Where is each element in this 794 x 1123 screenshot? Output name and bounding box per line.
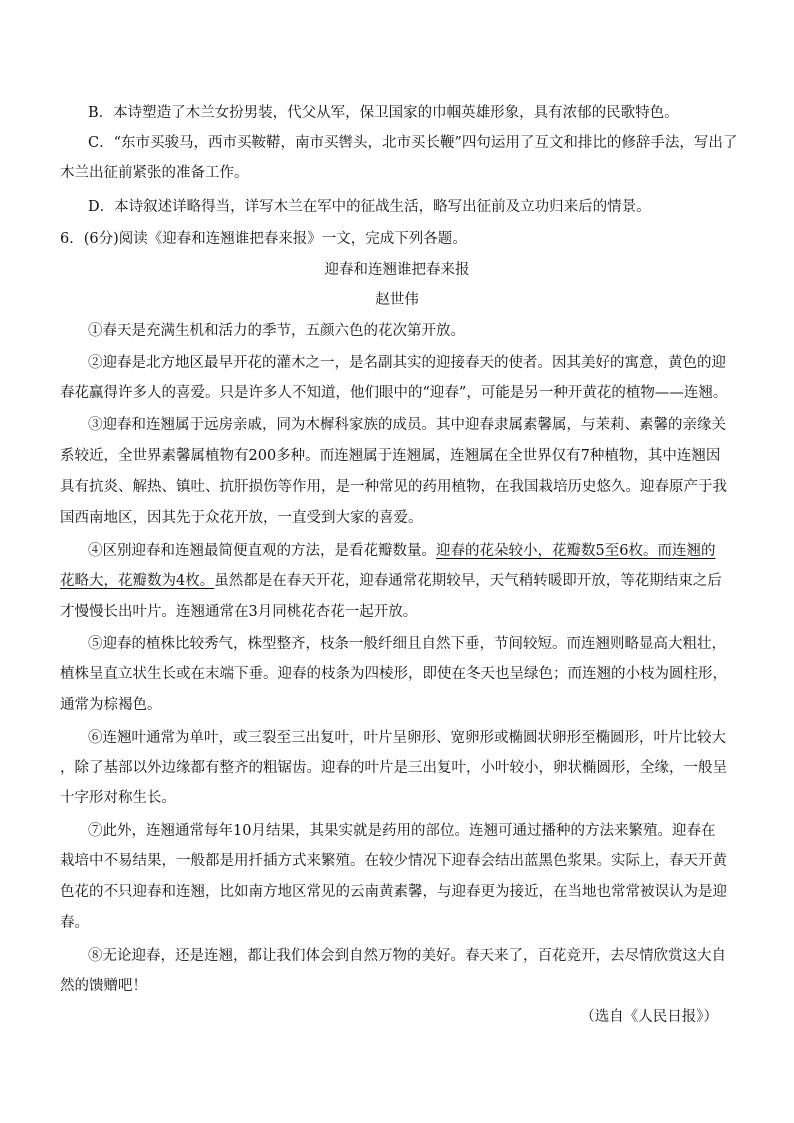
option-c-line-2: 木兰出征前紧张的准备工作。	[60, 165, 249, 181]
paragraph-1: ①春天是充满生机和活力的季节，五颜六色的花次第开放。	[88, 323, 465, 339]
question-6: 6．(6分)阅读《迎春和连翘谁把春来报》一文，完成下列各题。	[60, 231, 467, 247]
paragraph-4-text: ④区别迎春和连翘最简便直观的方法，是看花瓣数量。	[88, 543, 436, 559]
paragraph-7-line: 色花的不只迎春和连翘，比如南方地区常见的云南黄素馨，与迎春更为接近，在当地也常常被误认为是迎	[60, 884, 727, 900]
paragraph-2-line: 春花赢得许多人的喜爱。只是许多人不知道，他们眼中的“迎春”，可能是另一种开黄花的植物——连翘。	[60, 385, 728, 401]
paragraph-3-line: 具有抗炎、解热、镇吐、抗肝损伤等作用，是一种常见的药用植物，在我国栽培历史悠久。迎春原产于我	[60, 479, 727, 495]
paragraph-6-line: ⑥连翘叶通常为单叶，或三裂至三出复叶，叶片呈卵形、宽卵形或椭圆状卵形至椭圆形，叶片比较大	[88, 730, 726, 746]
article-source: （选自《人民日报》）	[580, 1009, 718, 1025]
paragraph-4-line	[88, 540, 715, 562]
paragraph-5-line: ⑤迎春的植株比较秀气，株型整齐，枝条一般纤细且自然下垂，节间较短。而连翘则略显高大粗壮，	[88, 636, 726, 652]
option-d: D．本诗叙述详略得当，详写木兰在军中的征战生活，略写出征前及立功归来后的情景。	[88, 199, 651, 215]
underlined-sentence: 迎春的花朵较小，花瓣数5至6枚。而连翘的	[436, 543, 716, 559]
paragraph-8-line: ⑧无论迎春，还是连翘，都让我们体会到自然万物的美好。春天来了，百花竞开，去尽情欣赏这大自	[88, 948, 726, 964]
option-b: B．本诗塑造了木兰女扮男装，代父从军，保卫国家的巾帼英雄形象，具有浓郁的民歌特色。	[88, 105, 679, 121]
paragraph-6-line: 十字形对称生长。	[60, 790, 176, 806]
underlined-sentence: 花略大，花瓣数为4枚。	[60, 573, 215, 589]
paragraph-8-line: 然的馈赠吧！	[60, 978, 147, 994]
option-c-line-1: C．“东市买骏马，西市买鞍鞯，南市买辔头，北市买长鞭”四句运用了互文和排比的修辞手法，写出了	[88, 135, 738, 151]
paragraph-4-line: 才慢慢长出叶片。连翘通常在3月同桃花杏花一起开放。	[60, 604, 418, 620]
paragraph-4-line	[60, 570, 722, 592]
paragraph-4-text: 虽然都是在春天开花，迎春通常花期较早，天气稍转暖即开放，等花期结束之后	[214, 573, 722, 589]
article-title: 迎春和连翘谁把春来报	[324, 262, 470, 278]
paragraph-7-line: 栽培中不易结果，一般都是用扦插方式来繁殖。在较少情况下迎春会结出蓝黑色浆果。实际上，春天开黄	[60, 853, 727, 869]
article-author: 赵世伟	[375, 292, 419, 308]
paragraph-7-line: 春。	[60, 915, 89, 931]
paragraph-5-line: 植株呈直立状生长或在末端下垂。迎春的枝条为四棱形，即使在冬天也呈绿色；而连翘的小枝为圆柱形，	[60, 666, 727, 682]
paragraph-5-line: 通常为棕褐色。	[60, 697, 162, 713]
paragraph-3-line: ③迎春和连翘属于远房亲戚，同为木樨科家族的成员。其中迎春隶属素馨属，与茉莉、素馨的亲缘关	[88, 417, 726, 433]
paragraph-6-line: ，除了基部以外边缘都有整齐的粗锯齿。迎春的叶片是三出复叶，小叶较小，卵状椭圆形，全缘，一般呈	[60, 760, 727, 776]
paragraph-3-line: 系较近，全世界素馨属植物有200多种。而连翘属于连翘属，连翘属在全世界仅有7种植物，其中连翘因	[60, 448, 721, 464]
paragraph-7-line: ⑦此外，连翘通常每年10月结果，其果实就是药用的部位。连翘可通过播种的方法来繁殖。迎春在	[88, 823, 716, 839]
paragraph-3-line: 国西南地区，因其先于众花开放，一直受到大家的喜爱。	[60, 510, 423, 526]
paragraph-2-line: ②迎春是北方地区最早开花的灌木之一，是名副其实的迎接春天的使者。因其美好的寓意，黄色的迎	[88, 355, 726, 371]
